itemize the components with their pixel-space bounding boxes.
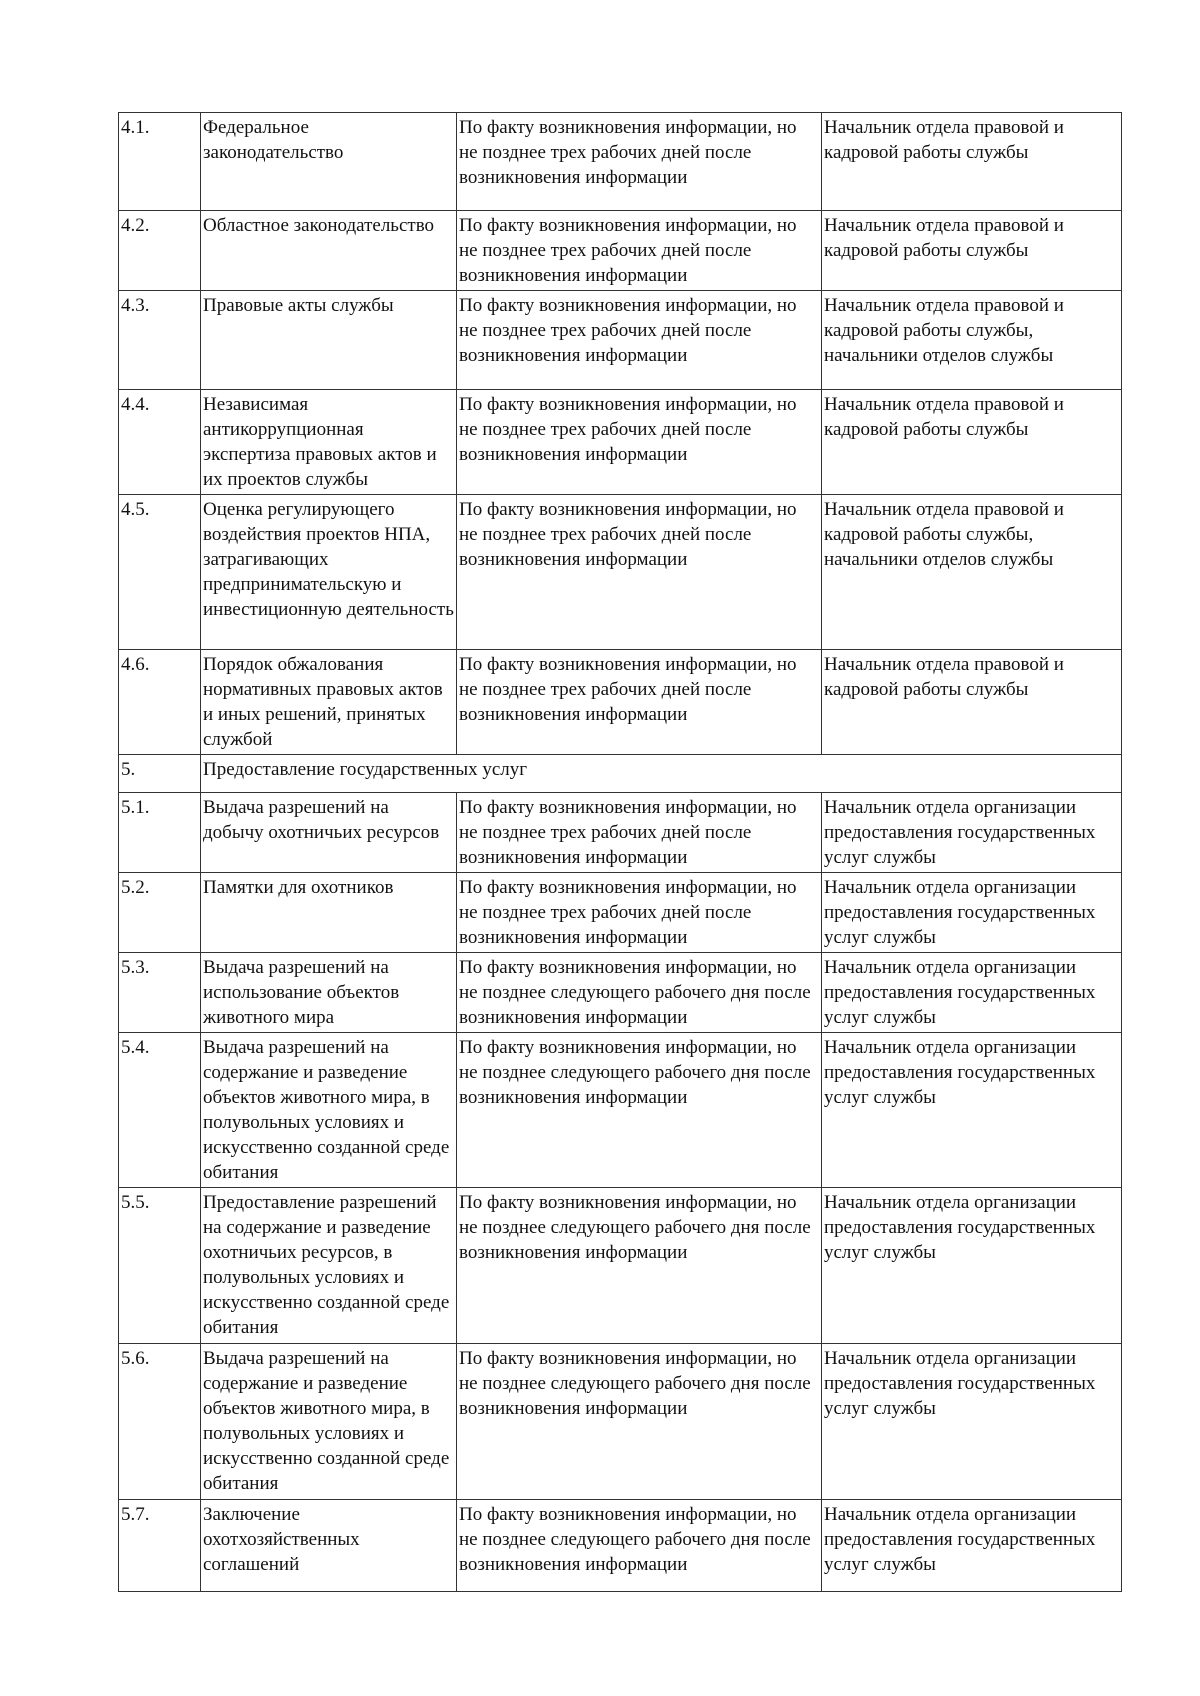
row-term: По факту возникновения информации, но не позднее следующего рабочего дня после возникновения информации <box>457 1500 822 1592</box>
table-row <box>119 211 1122 291</box>
row-term: По факту возникновения информации, но не позднее трех рабочих дней после возникновения информации <box>457 113 822 211</box>
row-term: По факту возникновения информации, но не позднее следующего рабочего дня после возникновения информации <box>457 1033 822 1188</box>
row-topic: Независимая антикоррупционная экспертиза правовых актов и их проектов службы <box>201 390 457 495</box>
row-number: 4.4. <box>119 390 201 495</box>
row-number: 5.6. <box>119 1344 201 1500</box>
row-term: По факту возникновения информации, но не позднее трех рабочих дней после возникновения информации <box>457 793 822 873</box>
table-row <box>119 495 1122 650</box>
row-topic: Выдача разрешений на использование объектов животного мира <box>201 953 457 1033</box>
row-responsible: Начальник отдела организации предоставления государственных услуг службы <box>822 873 1122 953</box>
row-number: 5.5. <box>119 1188 201 1344</box>
row-topic: Правовые акты службы <box>201 291 457 390</box>
row-responsible: Начальник отдела правовой и кадровой работы службы <box>822 650 1122 755</box>
table-row <box>119 1033 1122 1188</box>
row-topic: Предоставление разрешений на содержание и разведение охотничьих ресурсов, в полувольных условиях и искусственно созданной среде обитания <box>201 1188 457 1344</box>
row-term: По факту возникновения информации, но не позднее трех рабочих дней после возникновения информации <box>457 650 822 755</box>
row-topic: Заключение охотхозяйственных соглашений <box>201 1500 457 1592</box>
table-row <box>119 650 1122 755</box>
row-number: 5.2. <box>119 873 201 953</box>
table-row <box>119 1188 1122 1344</box>
information-schedule-table <box>118 112 1122 1592</box>
table-row <box>119 390 1122 495</box>
row-number: 4.3. <box>119 291 201 390</box>
row-responsible: Начальник отдела организации предоставления государственных услуг службы <box>822 1500 1122 1592</box>
table-row <box>119 113 1122 211</box>
row-responsible: Начальник отдела организации предоставления государственных услуг службы <box>822 1033 1122 1188</box>
row-responsible: Начальник отдела правовой и кадровой работы службы, начальники отделов службы <box>822 495 1122 650</box>
row-term: По факту возникновения информации, но не позднее следующего рабочего дня после возникновения информации <box>457 953 822 1033</box>
table-row <box>119 873 1122 953</box>
row-number: 5.3. <box>119 953 201 1033</box>
row-number: 4.5. <box>119 495 201 650</box>
row-topic: Памятки для охотников <box>201 873 457 953</box>
section-row <box>119 755 1122 793</box>
table-row <box>119 1344 1122 1500</box>
table-row <box>119 1500 1122 1592</box>
row-responsible: Начальник отдела организации предоставления государственных услуг службы <box>822 1344 1122 1500</box>
row-responsible: Начальник отдела правовой и кадровой работы службы, начальники отделов службы <box>822 291 1122 390</box>
row-topic: Выдача разрешений на содержание и разведение объектов животного мира, в полувольных условиях и искусственно созданной среде обитания <box>201 1033 457 1188</box>
section-title: Предоставление государственных услуг <box>201 755 1122 793</box>
row-term: По факту возникновения информации, но не позднее следующего рабочего дня после возникновения информации <box>457 1188 822 1344</box>
row-responsible: Начальник отдела правовой и кадровой работы службы <box>822 113 1122 211</box>
row-topic: Областное законодательство <box>201 211 457 291</box>
row-responsible: Начальник отдела организации предоставления государственных услуг службы <box>822 953 1122 1033</box>
table-row <box>119 793 1122 873</box>
row-responsible: Начальник отдела правовой и кадровой работы службы <box>822 390 1122 495</box>
row-responsible: Начальник отдела организации предоставления государственных услуг службы <box>822 1188 1122 1344</box>
row-topic: Выдача разрешений на содержание и разведение объектов животного мира, в полувольных условиях и искусственно созданной среде обитания <box>201 1344 457 1500</box>
table-row <box>119 291 1122 390</box>
row-topic: Порядок обжалования нормативных правовых актов и иных решений, принятых службой <box>201 650 457 755</box>
row-term: По факту возникновения информации, но не позднее трех рабочих дней после возникновения информации <box>457 291 822 390</box>
row-responsible: Начальник отдела организации предоставления государственных услуг службы <box>822 793 1122 873</box>
row-number: 4.1. <box>119 113 201 211</box>
row-topic: Оценка регулирующего воздействия проектов НПА, затрагивающих предпринимательскую и инвестиционную деятельность <box>201 495 457 650</box>
row-term: По факту возникновения информации, но не позднее трех рабочих дней после возникновения информации <box>457 495 822 650</box>
row-number: 5.7. <box>119 1500 201 1592</box>
row-term: По факту возникновения информации, но не позднее трех рабочих дней после возникновения информации <box>457 211 822 291</box>
row-number: 4.2. <box>119 211 201 291</box>
section-number: 5. <box>119 755 201 793</box>
row-topic: Федеральное законодательство <box>201 113 457 211</box>
row-topic: Выдача разрешений на добычу охотничьих ресурсов <box>201 793 457 873</box>
row-number: 4.6. <box>119 650 201 755</box>
row-responsible: Начальник отдела правовой и кадровой работы службы <box>822 211 1122 291</box>
row-term: По факту возникновения информации, но не позднее трех рабочих дней после возникновения информации <box>457 390 822 495</box>
row-term: По факту возникновения информации, но не позднее следующего рабочего дня после возникновения информации <box>457 1344 822 1500</box>
table-row <box>119 953 1122 1033</box>
row-number: 5.1. <box>119 793 201 873</box>
row-term: По факту возникновения информации, но не позднее трех рабочих дней после возникновения информации <box>457 873 822 953</box>
row-number: 5.4. <box>119 1033 201 1188</box>
